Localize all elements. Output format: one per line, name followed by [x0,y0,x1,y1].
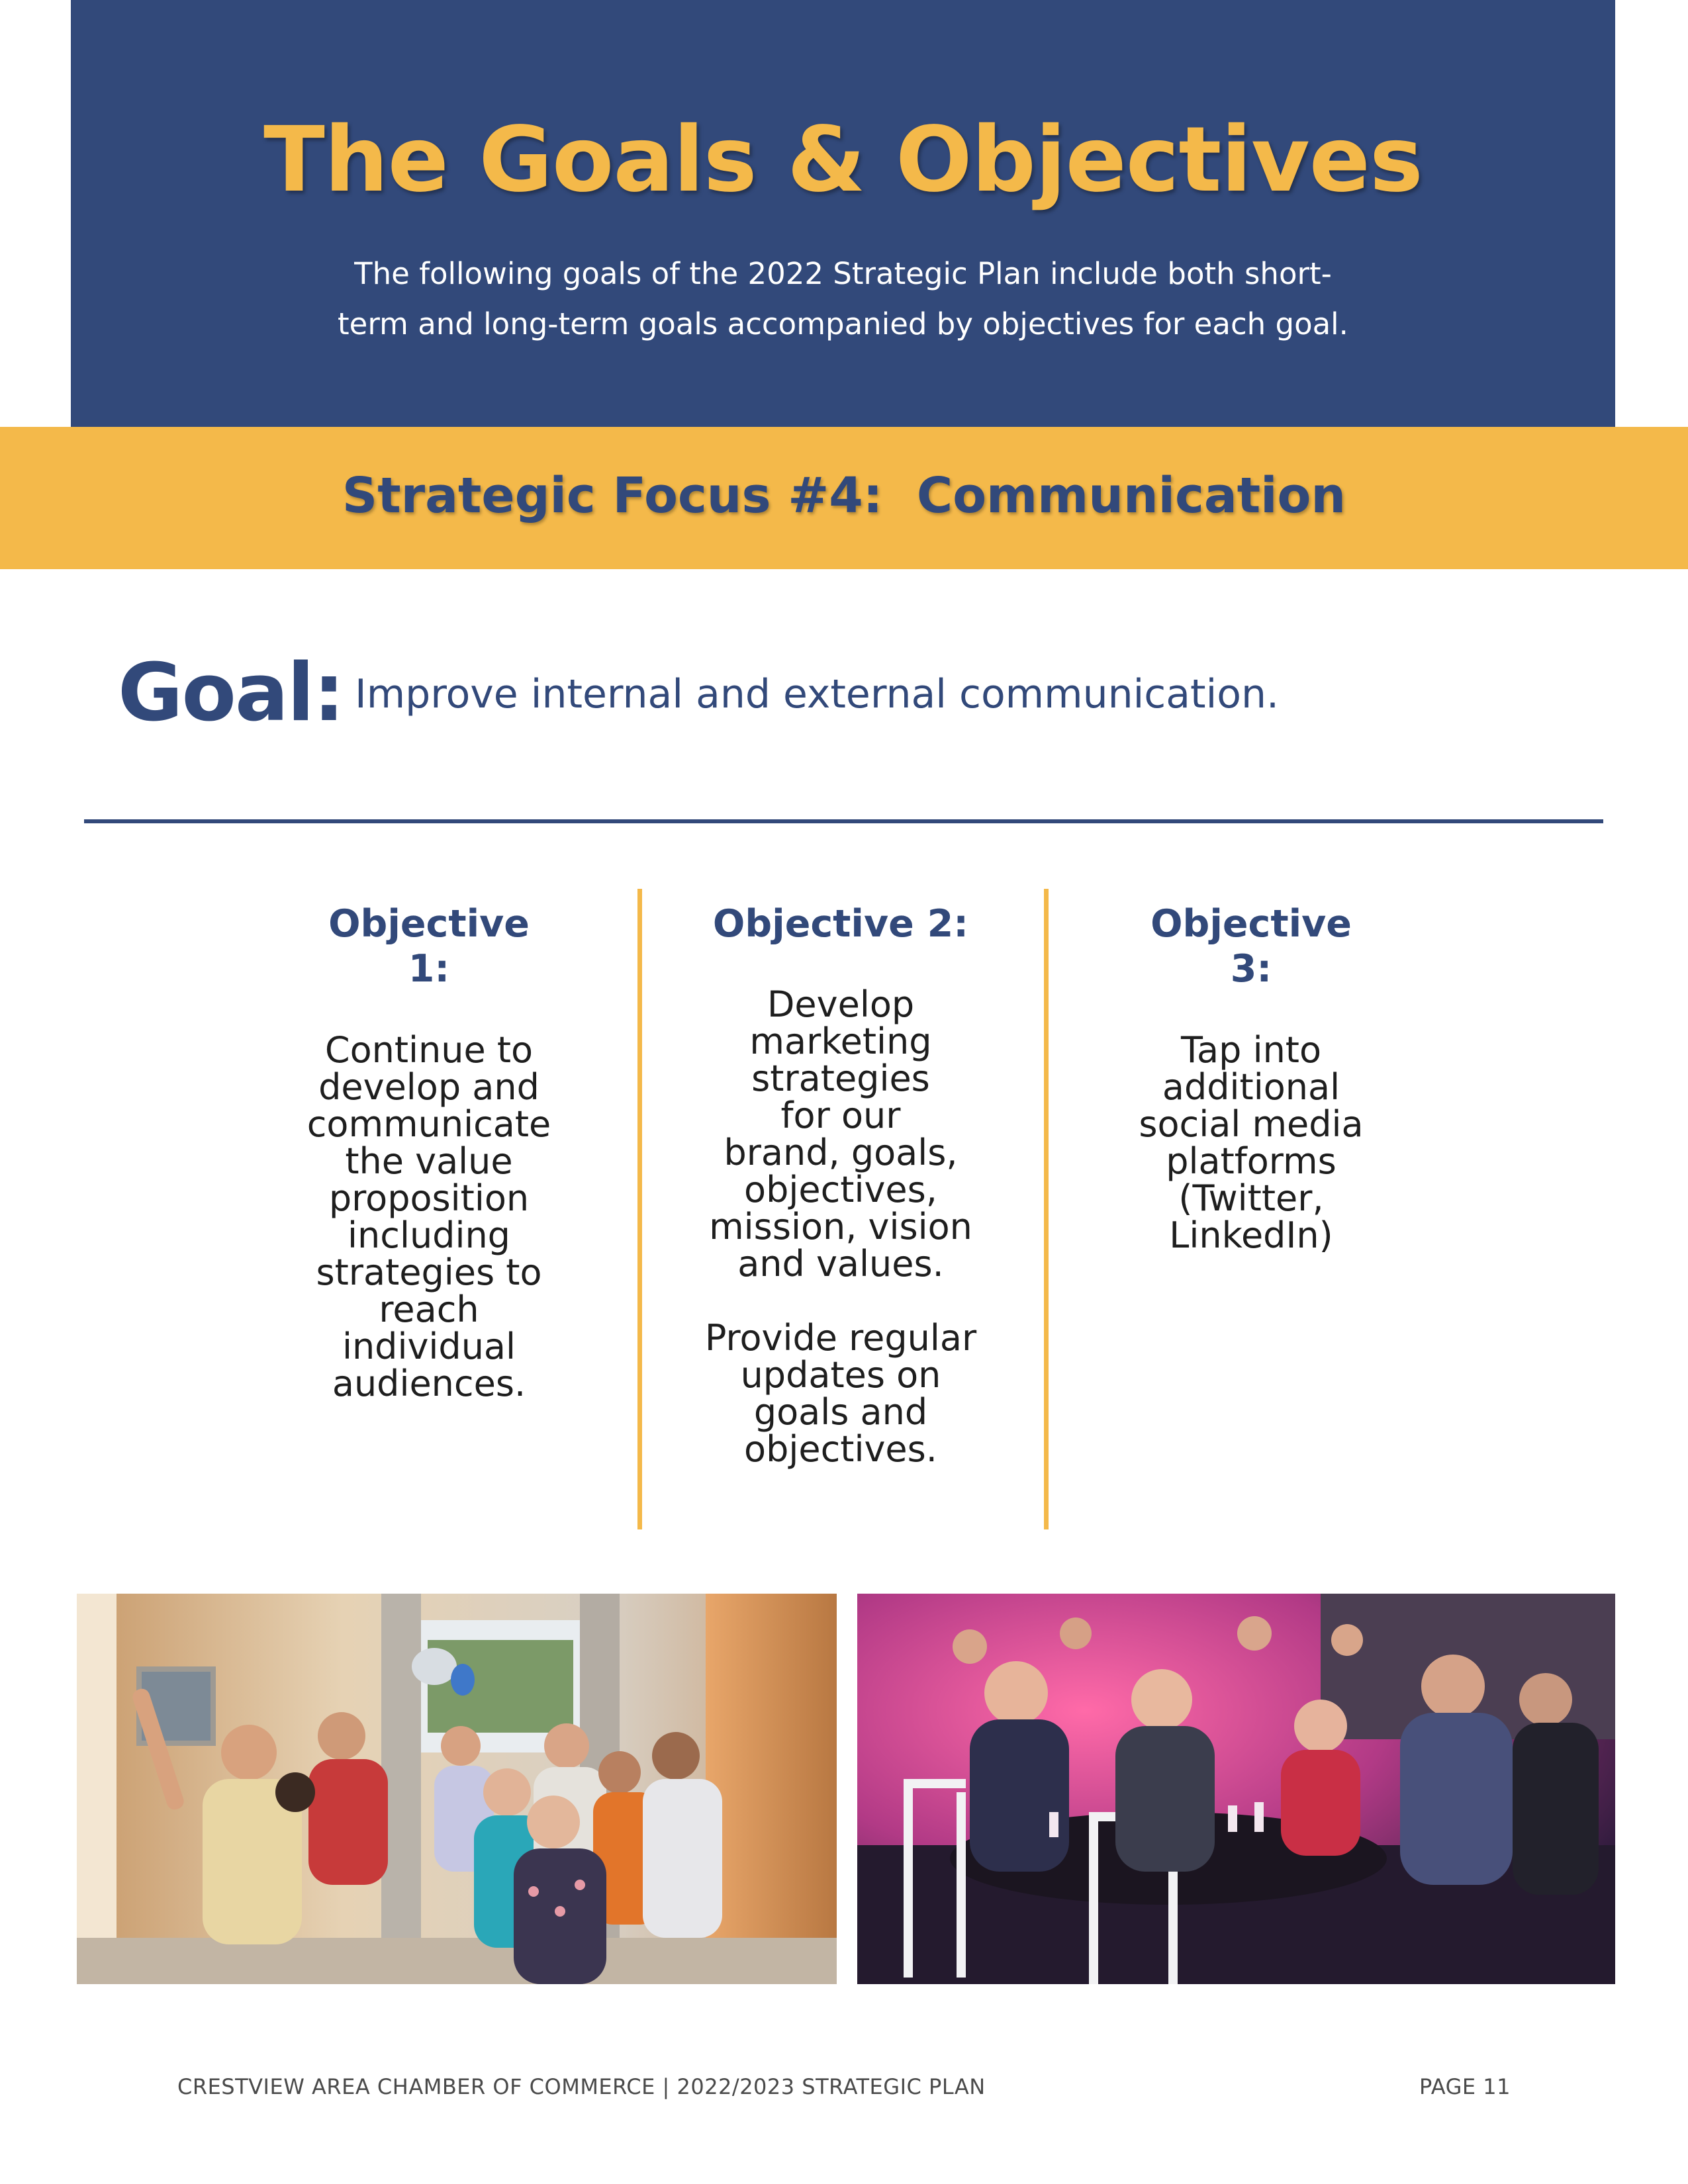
goal-label: Goal: [118,647,344,739]
group-photo-indoor [77,1594,837,1984]
intro-line-2: term and long-term goals accompanied by objectives for each goal. [338,306,1348,341]
strategic-focus-band [0,427,1688,569]
goal-text: Improve internal and external communication. [355,671,1280,717]
objective-3-heading: Objective 3: [1150,902,1352,991]
header-banner [71,0,1615,427]
objective-2-text-2: Provide regular updates on goals and objectives. [704,1317,977,1471]
objective-2-text-1: Develop marketing strategies for our brand, goals, objectives, mission, vision and values. [709,983,972,1285]
gala-photo [857,1594,1615,1984]
section-divider [84,819,1603,823]
page-title: The Goals & Objectives [263,108,1423,212]
objective-3 [1125,901,1377,1254]
intro-text [71,249,1615,349]
column-divider-1 [637,889,642,1529]
page-number: PAGE 11 [1419,2074,1511,2099]
objective-2 [702,901,980,1471]
footer-organization: CRESTVIEW AREA CHAMBER OF COMMERCE | 2022/2023 STRATEGIC PLAN [177,2074,986,2099]
intro-line-1: The following goals of the 2022 Strategic Plan include both short- [354,256,1332,291]
objective-1-heading: Objective 1: [328,902,530,991]
objective-3-text: Tap into additional social media platforms (Twitter, LinkedIn) [1139,1028,1364,1256]
objective-1 [303,901,555,1402]
column-divider-2 [1044,889,1049,1529]
strategic-focus-title: Strategic Focus #4: Communication [342,467,1346,524]
objective-1-text: Continue to develop and communicate the value proposition including strategies to reach individual audiences. [306,1028,551,1404]
objective-2-heading: Objective 2: [712,902,969,946]
